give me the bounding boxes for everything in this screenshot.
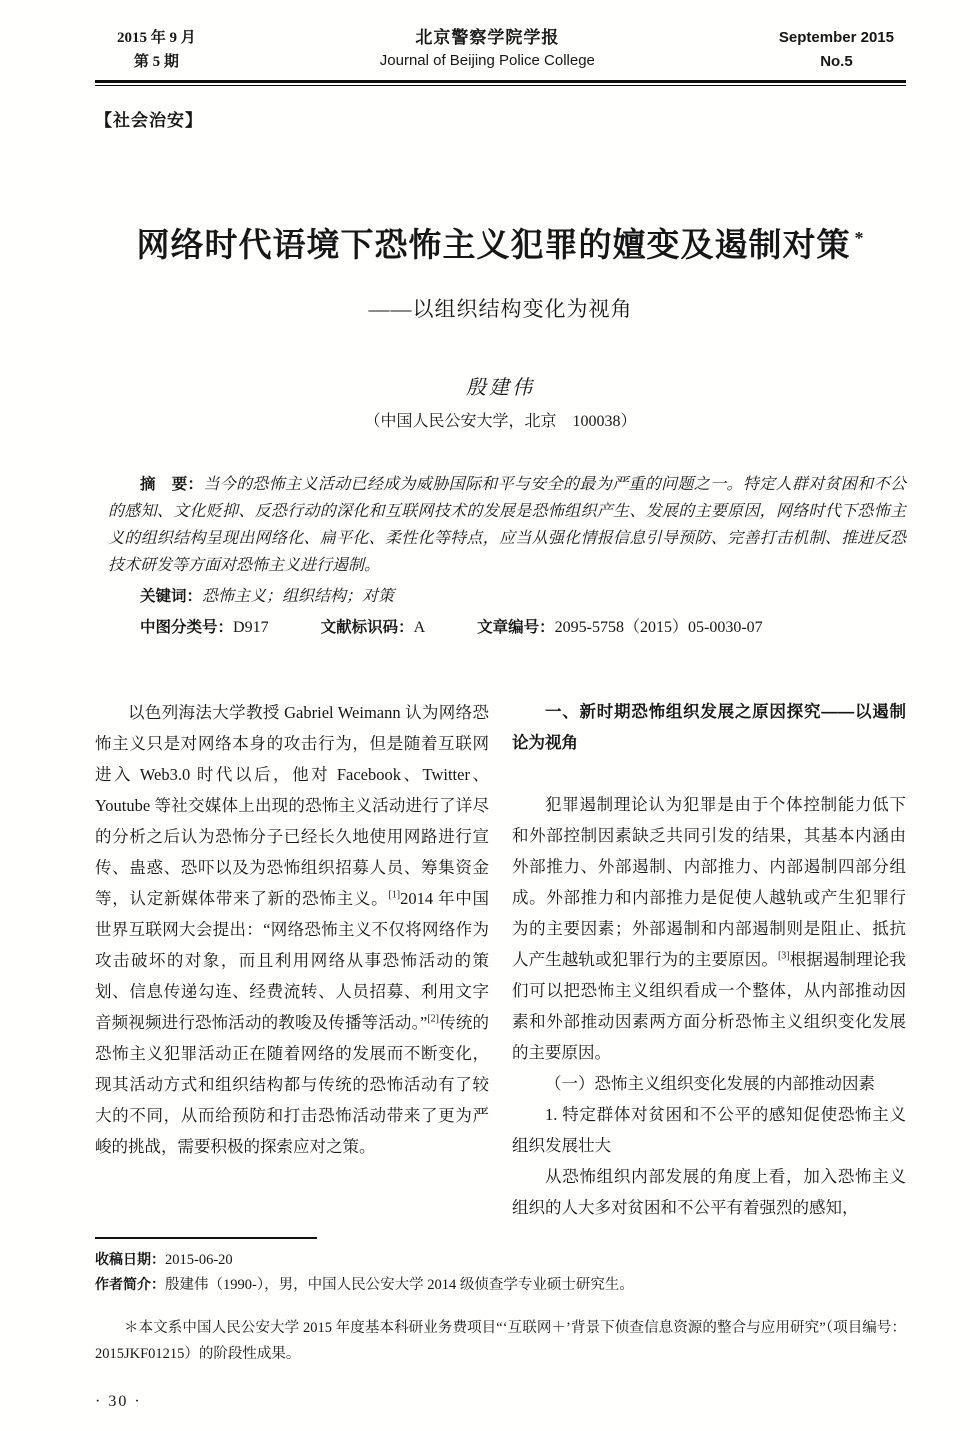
received-date-line [95, 1247, 906, 1272]
article-id-group [477, 619, 763, 636]
reference-marker-2: [2] [427, 1013, 440, 1025]
intro-part-3: 传统的恐怖主义犯罪活动正在随着网络的发展而不断变化，现其活动方式和组织结构都与传统的恐怖活动有了较大的不同，从而给预防和打击恐怖活动带来了更为严峻的挑战，需要积极的探索应对之策。 [95, 1012, 490, 1156]
article-subtitle: ——以组织结构变化为视角 [368, 296, 633, 321]
keywords-label: 关键词： [140, 587, 203, 605]
issue-date-en: September 2015 [778, 29, 894, 46]
issue-date-cn: 2015 年 9 月 [117, 30, 196, 46]
subsection-point: 1. 特定群体对贫困和不公平的感知促使恐怖主义组织发展壮大 [512, 1104, 906, 1155]
issue-info-cn [117, 26, 196, 74]
journal-title-en: Journal of Beijing Police College [379, 52, 595, 69]
intro-part-1: 以色列海法大学教授 Gabriel Weimann 认为网络恐怖主义只是对网络本身的攻击行为，但是随着互联网进入 Web3.0 时代以后，他对 Facebook、Twitter、Youtube 等社交媒体上出现的恐怖主义活动进行了详尽的分析之后认为恐怖分子已经长久地使用网路进行宣传、蛊惑、恐吓以及为恐怖组织招募人员、筹集资金等，认定新媒体带来了新的恐怖主义。 [95, 702, 489, 908]
clc-group [140, 619, 269, 636]
article-meta [95, 471, 906, 641]
issue-number-en: No.5 [820, 53, 853, 70]
article-title-text: 网络时代语境下恐怖主义犯罪的嬗变及遏制对策 [136, 228, 851, 264]
intro-paragraph [95, 697, 489, 1162]
footnote-rule [95, 1237, 317, 1239]
journal-masthead [95, 26, 906, 74]
footnote-area [95, 1237, 906, 1411]
clc-label: 中图分类号： [140, 618, 234, 636]
article-id-value: 2095-5758（2015）05-0030-07 [554, 618, 763, 636]
title-footnote-marker: * [854, 228, 865, 248]
article-title [95, 227, 906, 267]
section-heading-1: 一、新时期恐怖组织发展之原因探究——以遏制论为视角 [512, 702, 906, 752]
author-bio-text: 殷建伟（1990-），男，中国人民公安大学 2014 级侦查学专业硕士研究生。 [165, 1276, 634, 1293]
abstract-text: 当今的恐怖主义活动已经成为威胁国际和平与安全的最为严重的问题之一。特定人群对贫困和不公的感知、文化贬抑、反恐行动的深化和互联网技术的发展是恐怖组织产生、发展的主要原因，网络时代下恐怖主义的组织结构呈现出网络化、扁平化、柔性化等特点，应当从强化情报信息引导预防、完善打击机制、推进反恐技术研发等方面对恐怖主义进行遏制。 [108, 475, 906, 574]
masthead-rule [95, 80, 906, 86]
author-name: 殷建伟 [466, 376, 535, 399]
body-column-right [512, 697, 906, 1223]
keywords-text: 恐怖主义；组织结构；对策 [202, 587, 395, 605]
page-number: · 30 · [95, 1392, 142, 1410]
section1-part-a: 犯罪遏制理论认为犯罪是由于个体控制能力低下和外部控制因素缺乏共同引发的结果，其基本内涵由外部推力、外部遏制、内部推力、内部遏制四部分组成。外部推力和内部推力是促使人越轨或产生犯罪行为的主要因素；外部遏制和内部遏制则是阻止、抵抗人产生越轨或犯罪行为的主要原因。 [512, 794, 906, 969]
funding-note: ＊本文系中国人民公安大学 2015 年度基本科研业务费项目“‘互联网＋’背景下侦查信息资源的整合与应用研究”（项目编号：2015JKF01215）的阶段性成果。 [95, 1319, 906, 1362]
intro-part-2: 2014 年中国世界互联网大会提出：“网络恐怖主义不仅将网络作为攻击破坏的对象，而且利用网络从事恐怖活动的策划、信息传递勾连、经费流转、人员招募、利用文字音频视频进行恐怖活动的教唆及传播等活动。” [95, 888, 490, 1032]
abstract-label: 摘 要： [140, 475, 204, 493]
section1-part-b: 根据遏制理论我们可以把恐怖主义组织看成一个整体，从内部推动因素和外部推动因素两方面分析恐怖主义组织变化发展的主要原因。 [512, 949, 907, 1062]
section-tag: 【社会治安】 [95, 111, 203, 130]
subsection-heading: （一）恐怖主义组织变化发展的内部推动因素 [545, 1073, 875, 1093]
reference-marker-1: [1] [388, 889, 401, 901]
author-bio-line [95, 1272, 906, 1297]
body-column-left [95, 697, 489, 1223]
author-bio-label: 作者简介： [95, 1275, 165, 1292]
author-affiliation: （中国人民公安大学，北京 100038） [364, 412, 637, 430]
abstract [108, 471, 906, 579]
received-date-value: 2015-06-20 [165, 1251, 233, 1268]
issue-info-en [779, 26, 894, 74]
section-paragraph-2: 从恐怖组织内部发展的角度上看，加入恐怖主义组织的人大多对贫困和不公平有着强烈的感知， [512, 1166, 906, 1217]
doc-code-value: A [413, 618, 426, 636]
article-id-label: 文章编号： [477, 618, 555, 636]
keywords [108, 583, 906, 610]
doc-code-group [321, 619, 426, 636]
article-body [95, 697, 906, 1223]
journal-title-block [380, 26, 595, 72]
doc-code-label: 文献标识码： [320, 618, 414, 636]
issue-number-cn: 第 5 期 [133, 54, 179, 70]
received-date-label: 收稿日期： [95, 1250, 165, 1267]
reference-marker-3: [3] [777, 950, 790, 962]
clc-value: D917 [233, 618, 269, 636]
section-paragraph-1 [512, 789, 906, 1068]
classification-line [108, 614, 906, 641]
journal-title-cn: 北京警察学院学报 [415, 28, 560, 47]
